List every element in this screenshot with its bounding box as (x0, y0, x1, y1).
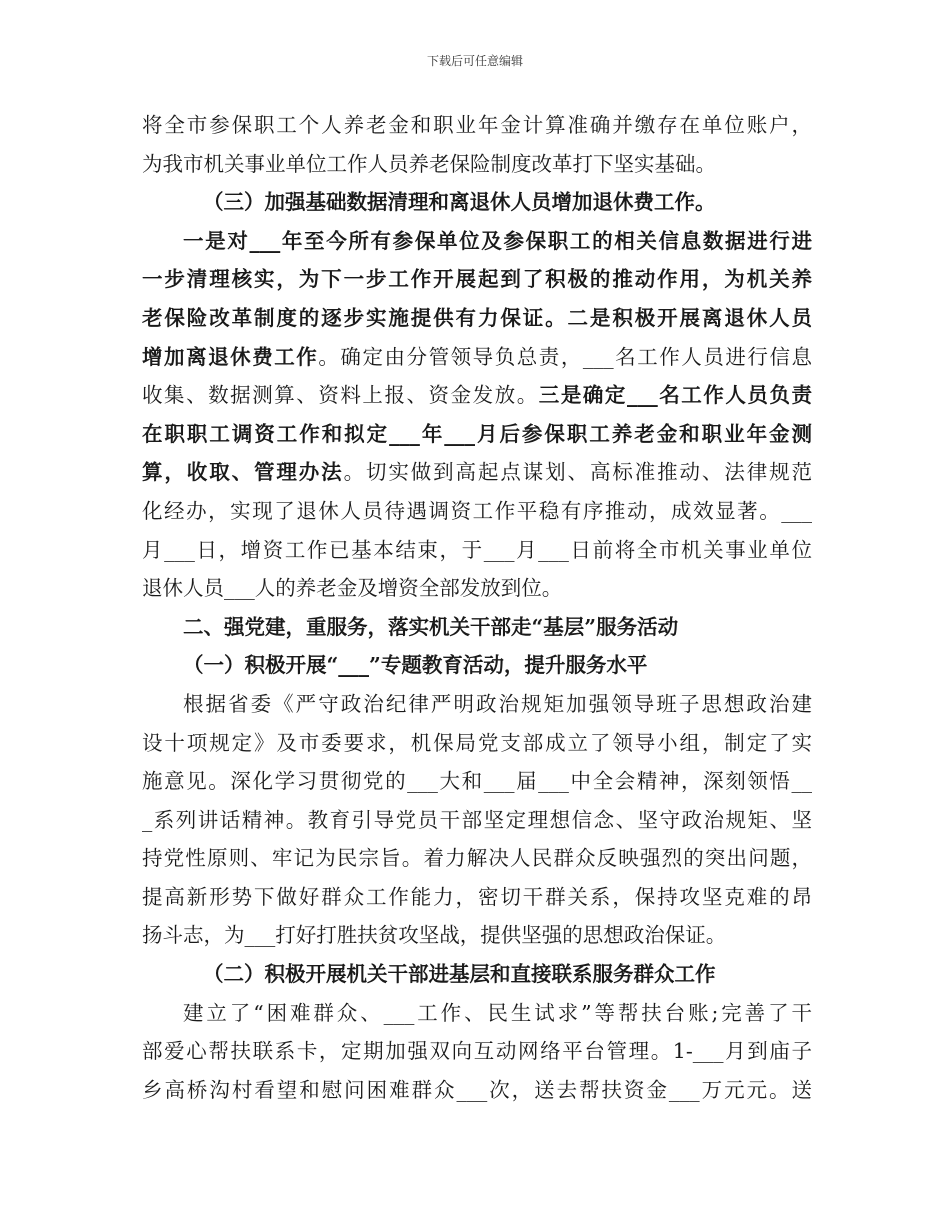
text-run: 化经办，实现了退休人员待遇调资工作平稳有序推动，成效显著。___ (142, 498, 812, 523)
text-line (142, 762, 812, 801)
text-run: 退休人员___人的养老金及增资全部发放到位。 (142, 576, 563, 601)
text-run: 在职职工调资工作和拟定___年___月后参保职工养老金和职业年金测 (142, 421, 812, 446)
text-run: 部爱心帮扶联系卡，定期加强双向互动网络平台管理。1-___月到庙子 (142, 1039, 812, 1064)
text-run: （一）积极开展“___”专题教育活动，提升服务水平 (183, 653, 648, 678)
text-line (142, 569, 812, 608)
text-line (142, 724, 812, 763)
text-run: 扬斗志，为___打好打胜扶贫攻坚战，提供坚强的思想政治保证。 (142, 923, 727, 948)
text-run: 增加离退休费工作 (142, 344, 319, 369)
text-line (142, 878, 812, 917)
text-line (142, 145, 812, 184)
text-line (142, 955, 812, 994)
text-line (142, 106, 812, 145)
text-line (142, 376, 812, 415)
text-run: 二、强党建，重服务，落实机关干部走“基层”服务活动 (183, 614, 679, 639)
text-run: 。确定由分管领导负总责，___名工作人员进行信息 (318, 344, 812, 369)
text-line (142, 1071, 812, 1110)
text-line (142, 994, 812, 1033)
text-run: 持党性原则、牢记为民宗旨。着力解决人民群众反映强烈的突出问题， (142, 846, 812, 871)
text-line (142, 685, 812, 724)
text-line (142, 531, 812, 570)
page-header: 下载后可任意编辑 (426, 54, 523, 68)
text-run: 一是对___年至今所有参保单位及参保职工的相关信息数据进行进 (183, 228, 812, 253)
text-line (142, 492, 812, 531)
text-line (142, 299, 812, 338)
text-run: 乡高桥沟村看望和慰问困难群众___次，送去帮扶资金___万元元。送 (142, 1077, 812, 1102)
text-line (142, 1032, 812, 1071)
text-run: _系列讲话精神。教育引导党员干部坚定理想信念、坚守政治规矩、坚 (142, 807, 812, 832)
text-run: 为我市机关事业单位工作人员养老保险制度改革打下坚实基础。 (142, 151, 716, 176)
text-line (142, 916, 812, 955)
text-line (142, 260, 812, 299)
text-run: 一步清理核实，为下一步工作开展起到了积极的推动作用，为机关养 (142, 267, 812, 292)
text-run: 施意见。深化学习贯彻党的___大和___届___中全会精神，深刻领悟__ (142, 769, 812, 794)
text-line (142, 338, 812, 377)
text-line (142, 608, 812, 647)
text-line (142, 183, 812, 222)
text-run: 根据省委《严守政治纪律严明政治规矩加强领导班子思想政治建 (183, 691, 812, 716)
document-body (142, 106, 812, 1109)
text-run: 。切实做到高起点谋划、高标准推动、法律规范 (343, 460, 812, 485)
text-run: （三）加强基础数据清理和离退休人员增加退休费工作。 (203, 190, 716, 215)
text-run: 算，收取、管理办法 (142, 460, 344, 485)
text-line (142, 222, 812, 261)
text-run: 建立了“困难群众、___工作、民生试求”等帮扶台账;完善了干 (183, 1000, 812, 1025)
text-line (142, 646, 812, 685)
text-line (142, 453, 812, 492)
text-run: 三是确定___名工作人员负责 (538, 383, 812, 408)
text-run: 老保险改革制度的逐步实施提供有力保证。二是积极开展离退休人员 (142, 305, 812, 330)
text-line (142, 839, 812, 878)
text-run: 将全市参保职工个人养老金和职业年金计算准确并缴存在单位账户， (142, 113, 812, 137)
text-run: （二）积极开展机关干部进基层和直接联系服务群众工作 (203, 962, 716, 987)
text-run: 设十项规定》及市委要求，机保局党支部成立了领导小组，制定了实 (142, 730, 812, 755)
text-run: 月___日，增资工作已基本结束，于___月___日前将全市机关事业单位 (142, 537, 812, 562)
text-run: 收集、数据测算、资料上报、资金发放。 (142, 383, 539, 408)
text-line (142, 801, 812, 840)
text-run: 提高新形势下做好群众工作能力，密切干群关系，保持攻坚克难的昂 (142, 884, 812, 909)
text-line (142, 415, 812, 454)
